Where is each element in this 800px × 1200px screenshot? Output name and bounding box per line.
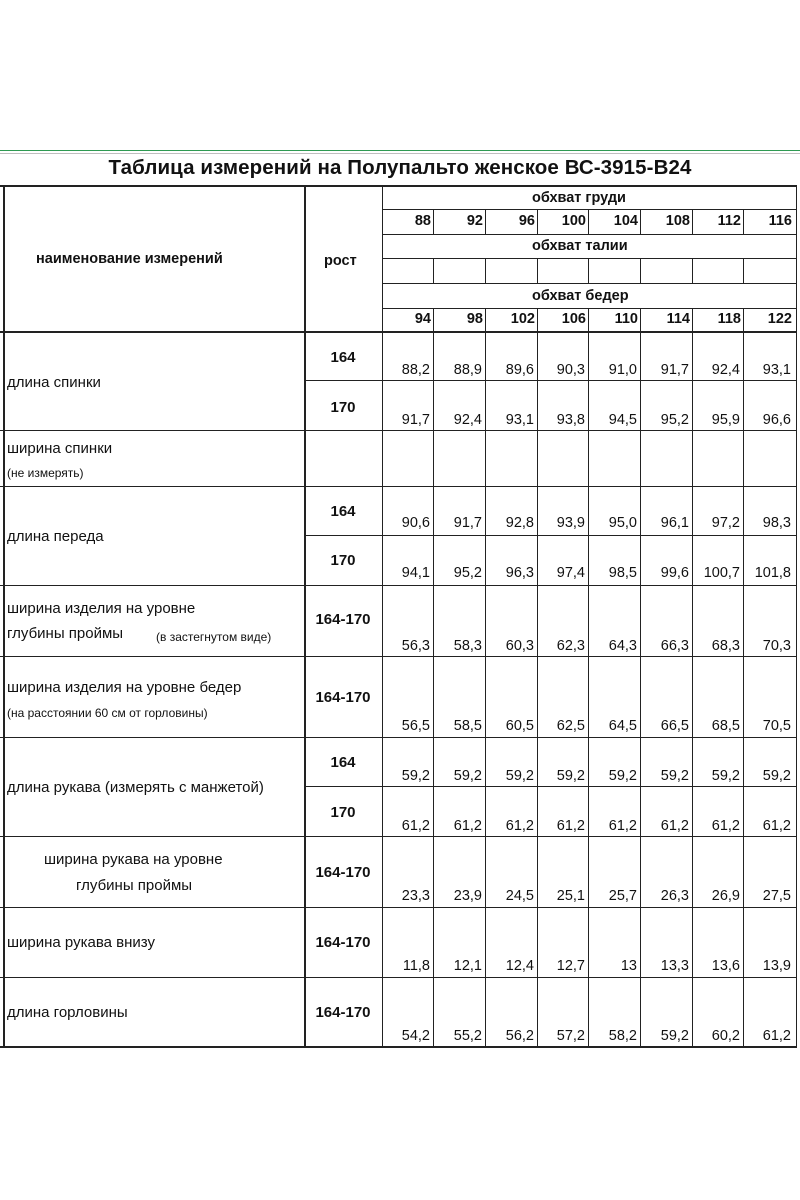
grid-line xyxy=(0,430,796,431)
measurement-value: 27,5 xyxy=(762,888,791,904)
grid-line xyxy=(0,1046,796,1048)
height-value: 164-170 xyxy=(315,689,371,706)
row-label-sleeve-width-bottom: ширина рукава внизу xyxy=(7,934,155,951)
measurement-value: 11,8 xyxy=(402,958,430,974)
measurement-value: 25,7 xyxy=(608,888,637,904)
measurement-value: 56,3 xyxy=(401,638,430,654)
measurement-value: 59,2 xyxy=(556,768,585,784)
measurement-value: 61,2 xyxy=(660,818,689,834)
grid-line xyxy=(0,185,796,187)
grid-line xyxy=(537,209,538,234)
grid-line xyxy=(692,308,693,331)
measurement-value: 12,4 xyxy=(505,958,534,974)
chest-size-value: 100 xyxy=(561,213,586,229)
measurement-value: 60,3 xyxy=(505,638,534,654)
row-label-back-width: ширина спинки xyxy=(7,440,113,457)
grid-line xyxy=(3,185,5,1048)
row-note-garment-width-armhole: (в застегнутом виде) xyxy=(156,630,272,644)
measurement-value: 97,4 xyxy=(556,565,585,581)
grid-line xyxy=(382,308,796,309)
measurement-value: 59,2 xyxy=(660,768,689,784)
measurement-value: 59,2 xyxy=(401,768,430,784)
row-label-neckline-length: длина горловины xyxy=(7,1004,128,1021)
waist-girth-label: обхват талии xyxy=(532,238,628,254)
grid-line xyxy=(0,331,796,333)
height-value: 164 xyxy=(330,503,356,520)
hip-size-value: 94 xyxy=(414,311,431,327)
grid-line xyxy=(433,331,434,1048)
grid-line xyxy=(537,331,538,1048)
measurement-value: 13,9 xyxy=(762,958,791,974)
measurement-value: 91,7 xyxy=(453,515,482,531)
measurement-value: 58,5 xyxy=(453,718,482,734)
chest-size-value: 88 xyxy=(414,213,431,229)
measurement-value: 56,5 xyxy=(401,718,430,734)
measurement-value: 92,4 xyxy=(711,362,740,378)
hip-size-value: 106 xyxy=(561,311,586,327)
measurement-value: 95,9 xyxy=(711,412,740,428)
grid-line xyxy=(304,786,796,787)
measurement-value: 88,9 xyxy=(453,362,482,378)
hip-size-value: 118 xyxy=(717,311,741,327)
sheet-top-rule xyxy=(0,150,800,151)
measurement-value: 96,3 xyxy=(505,565,534,581)
measurement-value: 101,8 xyxy=(754,565,791,581)
grid-line xyxy=(743,308,744,331)
measurement-value: 58,2 xyxy=(608,1028,637,1044)
grid-line xyxy=(382,234,796,235)
measurement-value: 93,8 xyxy=(556,412,585,428)
grid-line xyxy=(537,258,538,283)
grid-line xyxy=(0,836,796,837)
measurement-value: 95,0 xyxy=(608,515,637,531)
measurement-value: 59,2 xyxy=(453,768,482,784)
measurement-value: 61,2 xyxy=(505,818,534,834)
hip-girth-label: обхват бедер xyxy=(532,288,629,304)
grid-line xyxy=(588,209,589,234)
measurement-value: 25,1 xyxy=(556,888,585,904)
chest-size-value: 96 xyxy=(518,213,535,229)
grid-line xyxy=(743,331,744,1048)
height-value: 164 xyxy=(330,754,356,771)
height-value: 170 xyxy=(330,804,356,821)
measurement-value: 24,5 xyxy=(505,888,534,904)
height-value: 164-170 xyxy=(315,611,371,628)
grid-line xyxy=(0,585,796,586)
grid-line xyxy=(640,308,641,331)
measurement-value: 91,7 xyxy=(660,362,689,378)
measurement-value: 59,2 xyxy=(505,768,534,784)
grid-line xyxy=(640,331,641,1048)
grid-line xyxy=(692,209,693,234)
chest-size-value: 112 xyxy=(717,213,741,229)
height-value: 164-170 xyxy=(315,1004,371,1021)
hip-size-value: 114 xyxy=(666,311,690,327)
measurement-value: 91,7 xyxy=(401,412,430,428)
measurement-value: 70,3 xyxy=(762,638,791,654)
measurement-value: 59,2 xyxy=(711,768,740,784)
grid-line xyxy=(485,331,486,1048)
measurement-value: 61,2 xyxy=(608,818,637,834)
measurement-value: 61,2 xyxy=(453,818,482,834)
measurement-value: 13 xyxy=(620,958,637,974)
hip-size-value: 122 xyxy=(767,311,792,327)
page-title: Таблица измерений на Полупальто женское ВС-3915-В24 xyxy=(108,156,692,179)
measurement-value: 12,7 xyxy=(556,958,585,974)
row-label-sleeve-width-armhole-2: глубины проймы xyxy=(76,877,193,894)
measurement-value: 61,2 xyxy=(762,818,791,834)
height-value: 164-170 xyxy=(315,934,371,951)
measurement-value: 61,2 xyxy=(401,818,430,834)
measurement-value: 98,5 xyxy=(608,565,637,581)
measurement-value: 54,2 xyxy=(401,1028,430,1044)
measurement-value: 66,5 xyxy=(660,718,689,734)
measurement-value: 93,9 xyxy=(556,515,585,531)
grid-line xyxy=(743,209,744,234)
measurement-value: 95,2 xyxy=(660,412,689,428)
measurement-value: 96,6 xyxy=(762,412,791,428)
grid-line xyxy=(304,535,796,536)
measurement-value: 59,2 xyxy=(608,768,637,784)
measurement-value: 92,8 xyxy=(505,515,534,531)
row-note-garment-width-hips: (на расстоянии 60 см от горловины) xyxy=(7,706,208,720)
measurement-value: 93,1 xyxy=(762,362,791,378)
hip-size-value: 110 xyxy=(614,311,638,327)
grid-line xyxy=(304,185,306,1048)
grid-line xyxy=(485,209,486,234)
measurement-value: 62,5 xyxy=(556,718,585,734)
measurement-value: 23,3 xyxy=(401,888,430,904)
row-note-back-width: (не измерять) xyxy=(7,466,84,480)
grid-line xyxy=(743,258,744,283)
measurement-value: 56,2 xyxy=(505,1028,534,1044)
measurement-value: 90,3 xyxy=(556,362,585,378)
measurement-value: 59,2 xyxy=(762,768,791,784)
measurement-value: 57,2 xyxy=(556,1028,585,1044)
chest-size-value: 116 xyxy=(768,213,792,229)
measurement-value: 90,6 xyxy=(401,515,430,531)
measurement-value: 99,6 xyxy=(660,565,689,581)
row-label-front-length: длина переда xyxy=(7,528,104,545)
measurement-value: 66,3 xyxy=(660,638,689,654)
measurement-value: 26,9 xyxy=(711,888,740,904)
grid-line xyxy=(382,258,796,259)
height-value: 164 xyxy=(330,349,356,366)
measurement-value: 26,3 xyxy=(660,888,689,904)
measurement-value: 89,6 xyxy=(505,362,534,378)
measurement-value: 96,1 xyxy=(660,515,689,531)
grid-line xyxy=(588,258,589,283)
grid-line xyxy=(433,209,434,234)
grid-line xyxy=(382,283,796,284)
grid-line xyxy=(0,486,796,487)
grid-line xyxy=(588,331,589,1048)
grid-line xyxy=(692,331,693,1048)
measurement-value: 97,2 xyxy=(711,515,740,531)
grid-line xyxy=(640,209,641,234)
row-label-sleeve-width-armhole: ширина рукава на уровне xyxy=(44,851,223,868)
chest-girth-label: обхват груди xyxy=(532,190,626,206)
measurement-value: 55,2 xyxy=(453,1028,482,1044)
measurement-value: 91,0 xyxy=(608,362,637,378)
measurement-value: 92,4 xyxy=(453,412,482,428)
grid-line xyxy=(433,308,434,331)
chest-size-value: 92 xyxy=(466,213,483,229)
measurement-value: 64,3 xyxy=(608,638,637,654)
height-value: 170 xyxy=(330,399,356,416)
row-label-sleeve-length: длина рукава (измерять с манжетой) xyxy=(7,779,264,796)
measurement-value: 94,1 xyxy=(401,565,430,581)
measurement-value: 12,1 xyxy=(453,958,482,974)
row-label-garment-width-hips: ширина изделия на уровне бедер xyxy=(7,679,242,696)
measurement-value: 98,3 xyxy=(762,515,791,531)
grid-line xyxy=(382,209,796,210)
grid-line xyxy=(485,258,486,283)
grid-line xyxy=(0,656,796,657)
hip-size-value: 102 xyxy=(510,311,535,327)
grid-line xyxy=(485,308,486,331)
measure-column-header: наименование измерений xyxy=(36,251,223,267)
measurement-value: 93,1 xyxy=(505,412,534,428)
hip-size-value: 98 xyxy=(466,311,483,327)
measurement-value: 95,2 xyxy=(453,565,482,581)
measurement-value: 13,6 xyxy=(711,958,740,974)
measurement-value: 68,3 xyxy=(711,638,740,654)
grid-line xyxy=(304,380,796,381)
measurement-value: 61,2 xyxy=(711,818,740,834)
measurement-value: 13,3 xyxy=(660,958,689,974)
chest-size-value: 108 xyxy=(665,213,690,229)
height-value: 170 xyxy=(330,552,356,569)
grid-line xyxy=(640,258,641,283)
grid-line xyxy=(692,258,693,283)
measurement-value: 64,5 xyxy=(608,718,637,734)
grid-line xyxy=(796,185,797,1048)
grid-line xyxy=(433,258,434,283)
measurement-value: 59,2 xyxy=(660,1028,689,1044)
measurement-value: 100,7 xyxy=(703,565,740,581)
grid-line xyxy=(0,737,796,738)
height-value: 164-170 xyxy=(315,864,371,881)
grid-line xyxy=(0,977,796,978)
measurement-value: 58,3 xyxy=(453,638,482,654)
measurement-value: 70,5 xyxy=(762,718,791,734)
grid-line xyxy=(537,308,538,331)
height-column-header: рост xyxy=(324,253,357,269)
row-label-back-length: длина спинки xyxy=(7,374,101,391)
chest-size-value: 104 xyxy=(613,213,638,229)
measurement-value: 23,9 xyxy=(453,888,482,904)
measurement-value: 60,2 xyxy=(711,1028,740,1044)
measurement-value: 61,2 xyxy=(762,1028,791,1044)
measurement-value: 94,5 xyxy=(608,412,637,428)
grid-line xyxy=(588,308,589,331)
grid-line xyxy=(382,185,383,1048)
grid-line xyxy=(0,907,796,908)
measurement-value: 88,2 xyxy=(401,362,430,378)
row-label-garment-width-armhole-2: глубины проймы xyxy=(7,625,124,642)
measurement-value: 61,2 xyxy=(556,818,585,834)
measurement-value: 62,3 xyxy=(556,638,585,654)
measurement-value: 60,5 xyxy=(505,718,534,734)
row-label-garment-width-armhole: ширина изделия на уровне xyxy=(7,600,196,617)
measurement-value: 68,5 xyxy=(711,718,740,734)
